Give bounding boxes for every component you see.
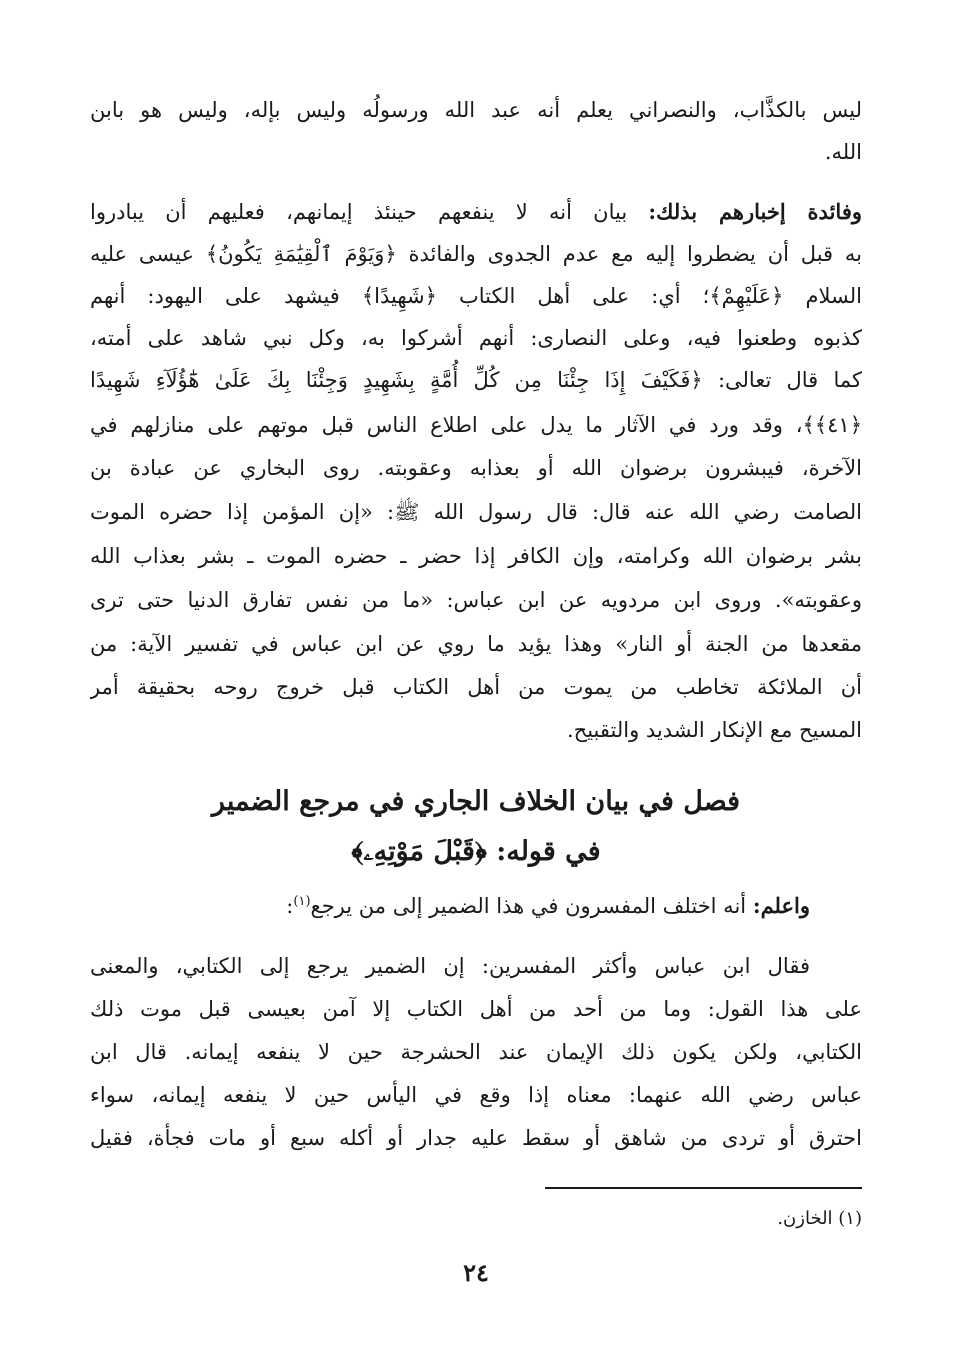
section-heading-line-1: فصل في بيان الخلاف الجاري في مرجع الضمير [211, 786, 741, 817]
intro-line [90, 880, 862, 924]
paragraph-3-line-3: الكتابي، ولكن يكون ذلك الإيمان عند الحشرجة حين لا ينفعه إيمانه. قال ابن [90, 1040, 862, 1064]
paragraph-2-lead: وفائدة إخبارهم بذلك: [648, 199, 862, 224]
paragraph-3-line-2: على هذا القول: وما من أحد من أهل الكتاب إلا آمن بعيسى قبل موت ذلك [90, 997, 862, 1021]
paragraph-2-line-12: أن الملائكة تخاطب من يموت من أهل الكتاب قبل خروج روحه بحقيقة أمر [90, 675, 862, 699]
footnote-text: (١) الخازن. [777, 1208, 862, 1229]
paragraph-2-line-11: مقعدها من الجنة أو النار» وهذا يؤيد ما روي عن ابن عباس في تفسير الآية: من [90, 632, 862, 656]
paragraph-3-line-4: عباس رضي الله عنهما: معناه إذا وقع في اليأس حين لا ينفعه إيمانه، سواء [90, 1083, 862, 1107]
paragraph-3-line-5: احترق أو تردى من شاهق أو سقط عليه جدار أو أكله سبع أو مات فجأة، فقيل [90, 1126, 862, 1150]
paragraph-1-line-1: ليس بالكذَّاب، والنصراني يعلم أنه عبد الله ورسولُه وليس بإله، وليس هو بابن [90, 98, 862, 122]
paragraph-2-line-7: الآخرة، فيبشرون برضوان الله أو بعذابه وعقوبته. روى البخاري عن عبادة بن [90, 456, 862, 480]
paragraph-1-line-2: الله. [824, 140, 862, 164]
paragraph-2-line-10: وعقوبته». وروى ابن مردويه عن ابن عباس: «ما من نفس تفارق الدنيا حتى ترى [90, 588, 862, 612]
paragraph-2-line-8: الصامت رضي الله عنه قال: قال رسول الله ﷺ: «إن المؤمن إذا حضره الموت [90, 500, 862, 524]
paragraph-2-line-3: السلام ﴿عَلَيْهِمْ﴾؛ أي: على أهل الكتاب ﴿شَهِيدًا﴾ فيشهد على اليهود: أنهم [90, 284, 862, 308]
paragraph-2-line-1 [90, 190, 862, 234]
paragraph-2-line-2: به قبل أن يضطروا إليه مع عدم الجدوى والفائدة ﴿وَيَوْمَ ٱلْقِيَٰمَةِ يَكُونُ﴾ عيسى عليه [90, 242, 862, 266]
paragraph-2-line-4: كذبوه وطعنوا فيه، وعلى النصارى: أنهم أشركوا به، وكل نبي شاهد على أمته، [90, 326, 862, 350]
paragraph-2-line-13: المسيح مع الإنكار الشديد والتقبيح. [566, 718, 862, 742]
paragraph-2-line-6: ﴿٤١﴾﴾، وقد ورد في الآثار ما يدل على اطلاع الناس قبل موتهم على منازلهم في [90, 413, 862, 437]
footnote-reference: (١) [293, 894, 311, 909]
paragraph-2-first-line-text: بيان أنه لا ينفعهم حينئذ إيمانهم، فعليهم أن يبادروا [90, 200, 628, 224]
paragraph-3-line-1: فقال ابن عباس وأكثر المفسرين: إن الضمير يرجع إلى الكتابي، والمعنى [90, 954, 810, 978]
intro-trail: : [286, 894, 294, 918]
paragraph-2-line-9: بشر برضوان الله وكرامته، وإن الكافر إذا حضر ـ حضره الموت ـ بشر بعذاب الله [90, 544, 862, 568]
paragraph-2-line-5: كما قال تعالى: ﴿فَكَيْفَ إِذَا جِئْنَا مِن كُلِّ أُمَّةٍ بِشَهِيدٍ وَجِئْنَا بِكَ عَلَىٰ هَٰٓؤُلَآءِ شَهِيدًا [90, 368, 862, 392]
intro-lead: واعلم: [752, 893, 810, 918]
intro-text: أنه اختلف المفسرون في هذا الضمير إلى من يرجع [310, 894, 747, 918]
page-number: ٢٤ [463, 1258, 489, 1287]
footnote-divider [545, 1187, 862, 1189]
section-heading-line-2: في قوله: ﴿قَبْلَ مَوْتِهِۦ﴾ [351, 836, 601, 867]
